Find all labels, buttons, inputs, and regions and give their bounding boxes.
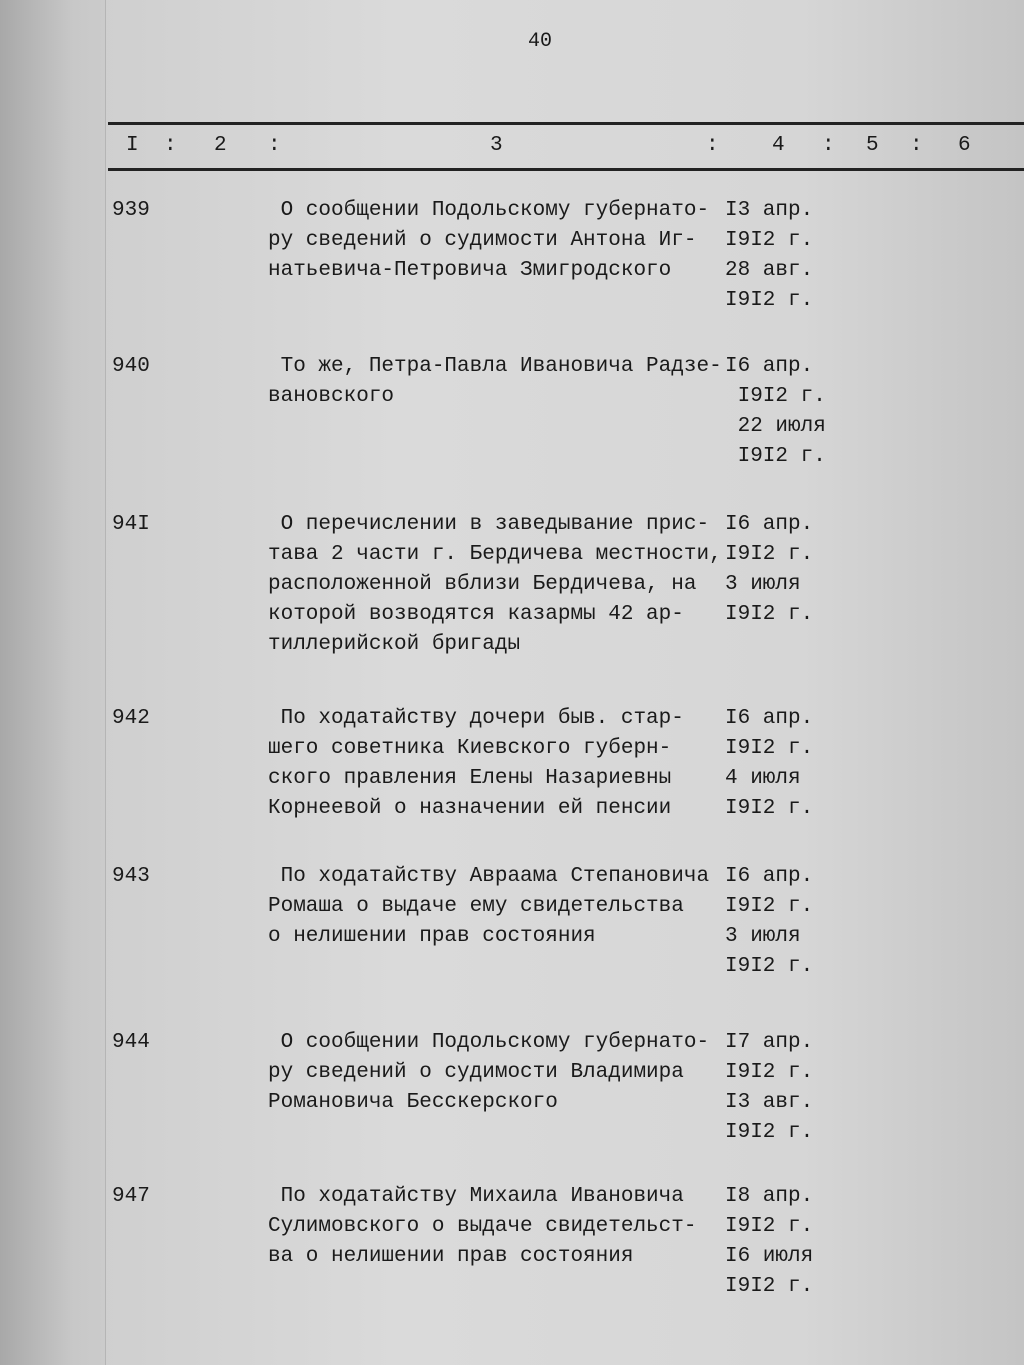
col-sep: : xyxy=(910,134,923,157)
date-line: I3 авг. xyxy=(725,1091,814,1114)
description-line: о нелишении прав состояния xyxy=(268,925,596,948)
date-line: I9I2 г. xyxy=(725,229,814,252)
description-line: вановского xyxy=(268,385,395,408)
description-line: ру сведений о судимости Антона Иг- xyxy=(268,229,697,252)
header-bottom-rule xyxy=(108,168,1024,171)
date-line: 22 июля xyxy=(725,415,826,438)
date-line: I9I2 г. xyxy=(725,1215,814,1238)
date-line: I9I2 г. xyxy=(725,895,814,918)
date-line: I9I2 г. xyxy=(725,1121,814,1144)
entry-number: 939 xyxy=(112,199,150,222)
date-line: 3 июля xyxy=(725,573,801,596)
entry-dates xyxy=(725,1182,813,1302)
column-header xyxy=(120,134,990,164)
description-line: которой возводятся казармы 42 ар- xyxy=(268,603,684,626)
date-line: I9I2 г. xyxy=(725,385,826,408)
description-line: тава 2 части г. Бердичева местности, xyxy=(268,543,722,566)
page-edge xyxy=(0,0,106,1365)
col-sep: : xyxy=(706,134,719,157)
date-line: I9I2 г. xyxy=(725,737,814,760)
date-line: 4 июля xyxy=(725,767,801,790)
entry-description xyxy=(268,196,709,286)
entry-description xyxy=(268,862,709,952)
entry-description xyxy=(268,704,684,824)
col-sep: : xyxy=(268,134,281,157)
entry-number: 942 xyxy=(112,707,150,730)
date-line: I9I2 г. xyxy=(725,289,814,312)
description-line: ру сведений о судимости Владимира xyxy=(268,1061,684,1084)
col-2: 2 xyxy=(214,134,227,157)
date-line: I9I2 г. xyxy=(725,445,826,468)
col-sep: : xyxy=(822,134,835,157)
date-line: I9I2 г. xyxy=(725,1275,814,1298)
description-line: Ромаша о выдаче ему свидетельства xyxy=(268,895,684,918)
entry-dates xyxy=(725,1028,813,1148)
entry-number: 943 xyxy=(112,865,150,888)
entry-dates xyxy=(725,704,813,824)
date-line: I6 апр. xyxy=(725,865,814,888)
entry-description xyxy=(268,510,722,660)
col-4: 4 xyxy=(772,134,785,157)
description-line: То же, Петра-Павла Ивановича Радзе- xyxy=(268,355,722,378)
date-line: I6 апр. xyxy=(725,355,814,378)
description-line: По ходатайству Авраама Степановича xyxy=(268,865,710,888)
entry-dates xyxy=(725,510,813,630)
date-line: I9I2 г. xyxy=(725,955,814,978)
description-line: ского правления Елены Назариевны xyxy=(268,767,672,790)
entry-description xyxy=(268,352,722,412)
date-line: I3 апр. xyxy=(725,199,814,222)
date-line: I6 апр. xyxy=(725,513,814,536)
col-5: 5 xyxy=(866,134,879,157)
entry-number: 940 xyxy=(112,355,150,378)
header-top-rule xyxy=(108,122,1024,125)
date-line: I8 апр. xyxy=(725,1185,814,1208)
description-line: О сообщении Подольскому губернато- xyxy=(268,199,710,222)
date-line: I6 апр. xyxy=(725,707,814,730)
entry-number: 947 xyxy=(112,1185,150,1208)
date-line: 3 июля xyxy=(725,925,801,948)
col-6: 6 xyxy=(958,134,971,157)
date-line: I9I2 г. xyxy=(725,797,814,820)
date-line: 28 авг. xyxy=(725,259,814,282)
description-line: натьевича-Петровича Змигродского xyxy=(268,259,672,282)
entry-dates xyxy=(725,352,826,472)
description-line: По ходатайству Михаила Ивановича xyxy=(268,1185,684,1208)
description-line: О сообщении Подольскому губернато- xyxy=(268,1031,710,1054)
description-line: ва о нелишении прав состояния xyxy=(268,1245,634,1268)
date-line: I6 июля xyxy=(725,1245,814,1268)
date-line: I9I2 г. xyxy=(725,543,814,566)
description-line: тиллерийской бригады xyxy=(268,633,521,656)
description-line: Романовича Бесскерского xyxy=(268,1091,558,1114)
entry-dates xyxy=(725,862,813,982)
entry-description xyxy=(268,1028,709,1118)
description-line: Сулимовского о выдаче свидетельст- xyxy=(268,1215,697,1238)
page-number: 40 xyxy=(528,30,553,53)
entry-number: 944 xyxy=(112,1031,150,1054)
col-sep: : xyxy=(164,134,177,157)
entry-dates xyxy=(725,196,813,316)
description-line: расположенной вблизи Бердичева, на xyxy=(268,573,697,596)
date-line: I7 апр. xyxy=(725,1031,814,1054)
col-1: I xyxy=(126,134,139,157)
description-line: шего советника Киевского губерн- xyxy=(268,737,672,760)
date-line: I9I2 г. xyxy=(725,603,814,626)
description-line: Корнеевой о назначении ей пенсии xyxy=(268,797,672,820)
description-line: О перечислении в заведывание прис- xyxy=(268,513,710,536)
description-line: По ходатайству дочери быв. стар- xyxy=(268,707,684,730)
col-3: 3 xyxy=(490,134,503,157)
entry-description xyxy=(268,1182,696,1272)
date-line: I9I2 г. xyxy=(725,1061,814,1084)
entry-number: 94I xyxy=(112,513,150,536)
